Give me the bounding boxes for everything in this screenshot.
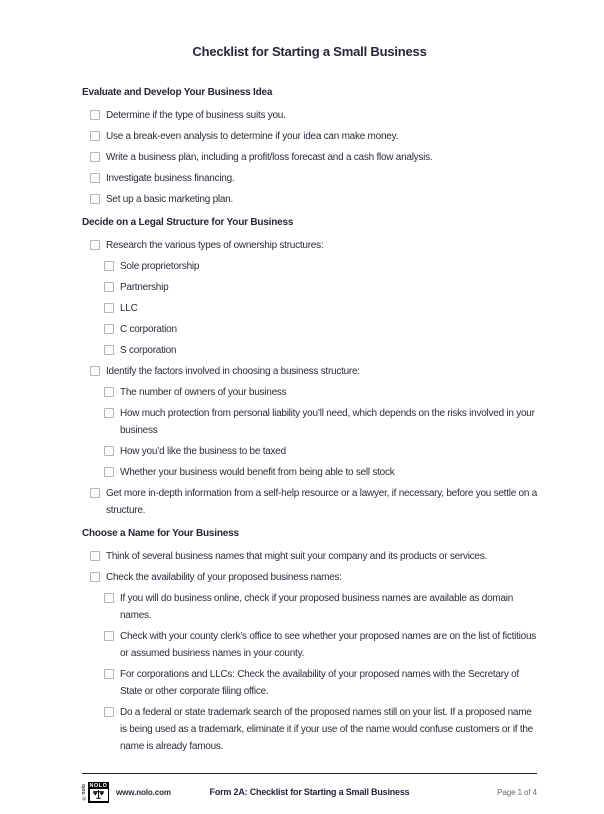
checklist-item [82, 321, 537, 338]
checklist-item [82, 363, 537, 380]
item-checkbox[interactable] [90, 194, 100, 204]
item-checkbox[interactable] [104, 631, 114, 641]
section-heading: Decide on a Legal Structure for Your Business [82, 217, 294, 228]
checklist-item [82, 170, 537, 187]
item-label: Do a federal or state trademark search of the proposed names still on your list. If a proposed name is being used as a trademark, eliminate it if your use of the name would confuse customers or if the name is already famous. [120, 707, 533, 752]
item-checkbox[interactable] [104, 593, 114, 603]
checklist-item [82, 384, 537, 401]
item-checkbox[interactable] [104, 261, 114, 271]
footer-website-link[interactable]: www.nolo.com [116, 787, 171, 797]
checklist-item [82, 405, 537, 439]
item-checkbox[interactable] [90, 366, 100, 376]
page-title: Checklist for Starting a Small Business [192, 44, 427, 59]
item-label: Use a break-even analysis to determine if your idea can make money. [106, 131, 399, 142]
item-label: Set up a basic marketing plan. [106, 194, 234, 205]
item-checkbox[interactable] [104, 707, 114, 717]
item-label: Sole proprietorship [120, 261, 200, 272]
checklist [82, 86, 537, 755]
item-checkbox[interactable] [90, 131, 100, 141]
item-checkbox[interactable] [104, 446, 114, 456]
item-label: Partnership [120, 282, 169, 293]
checklist-item [82, 300, 537, 317]
item-label: C corporation [120, 324, 177, 335]
item-checkbox[interactable] [104, 324, 114, 334]
item-checkbox[interactable] [104, 387, 114, 397]
nolo-logo-wordmark: NOLO [89, 782, 108, 789]
checklist-item [82, 258, 537, 275]
checklist-section [82, 86, 537, 208]
item-label: S corporation [120, 345, 177, 356]
item-label: Check the availability of your proposed business names: [106, 572, 342, 583]
item-checkbox[interactable] [104, 345, 114, 355]
item-label: The number of owners of your business [120, 387, 287, 398]
checklist-item [82, 342, 537, 359]
item-label: How much protection from personal liability you’ll need, which depends on the risks involved in your business [120, 408, 535, 436]
checklist-item [82, 548, 537, 565]
checklist-item [82, 704, 537, 755]
checklist-item [82, 628, 537, 662]
item-label: For corporations and LLCs: Check the availability of your proposed names with the Secretary of State or other corporate filing office. [120, 669, 519, 697]
logo-copyright-text: ©nolo [81, 783, 87, 801]
item-checkbox[interactable] [104, 303, 114, 313]
footer-form-title: Form 2A: Checklist for Starting a Small Business [209, 787, 410, 797]
checklist-section [82, 527, 537, 755]
item-label: Whether your business would benefit from being able to sell stock [120, 467, 395, 478]
checklist-item [82, 128, 537, 145]
checklist-item [82, 464, 537, 481]
item-label: Think of several business names that might suit your company and its products or services. [106, 551, 488, 562]
item-label: How you’d like the business to be taxed [120, 446, 286, 457]
item-label: Check with your county clerk’s office to see whether your proposed names are on the list of fictitious or assumed business names in your county. [120, 631, 537, 659]
item-checkbox[interactable] [90, 173, 100, 183]
page-footer [82, 773, 537, 804]
item-label: Write a business plan, including a profit/loss forecast and a cash flow analysis. [106, 152, 433, 163]
item-checkbox[interactable] [90, 551, 100, 561]
checklist-item [82, 590, 537, 624]
checklist-item [82, 107, 537, 124]
item-label: LLC [120, 303, 138, 314]
item-checkbox[interactable] [104, 408, 114, 418]
item-label: If you will do business online, check if your proposed business names are available as domain names. [120, 593, 514, 621]
item-label: Get more in-depth information from a self-help resource or a lawyer, if necessary, before you settle on a structure. [106, 488, 538, 516]
section-heading: Evaluate and Develop Your Business Idea [82, 87, 273, 98]
checklist-item [82, 666, 537, 700]
item-checkbox[interactable] [90, 240, 100, 250]
item-label: Investigate business financing. [106, 173, 235, 184]
checklist-item [82, 237, 537, 254]
item-checkbox[interactable] [90, 110, 100, 120]
checklist-section [82, 216, 537, 519]
checklist-item [82, 569, 537, 586]
nolo-logo [82, 782, 109, 803]
checklist-item [82, 279, 537, 296]
item-label: Research the various types of ownership structures: [106, 240, 324, 251]
checklist-item [82, 149, 537, 166]
checklist-item [82, 191, 537, 208]
item-checkbox[interactable] [104, 282, 114, 292]
item-label: Determine if the type of business suits you. [106, 110, 286, 121]
checklist-item [82, 485, 537, 519]
checklist-item [82, 443, 537, 460]
footer-page-number: Page 1 of 4 [497, 787, 537, 797]
item-checkbox[interactable] [104, 669, 114, 679]
scales-of-justice-icon [90, 789, 108, 802]
item-checkbox[interactable] [104, 467, 114, 477]
item-checkbox[interactable] [90, 572, 100, 582]
nolo-logo-box [88, 782, 109, 803]
item-label: Identify the factors involved in choosing a business structure: [106, 366, 360, 377]
item-checkbox[interactable] [90, 488, 100, 498]
section-heading: Choose a Name for Your Business [82, 528, 239, 539]
item-checkbox[interactable] [90, 152, 100, 162]
